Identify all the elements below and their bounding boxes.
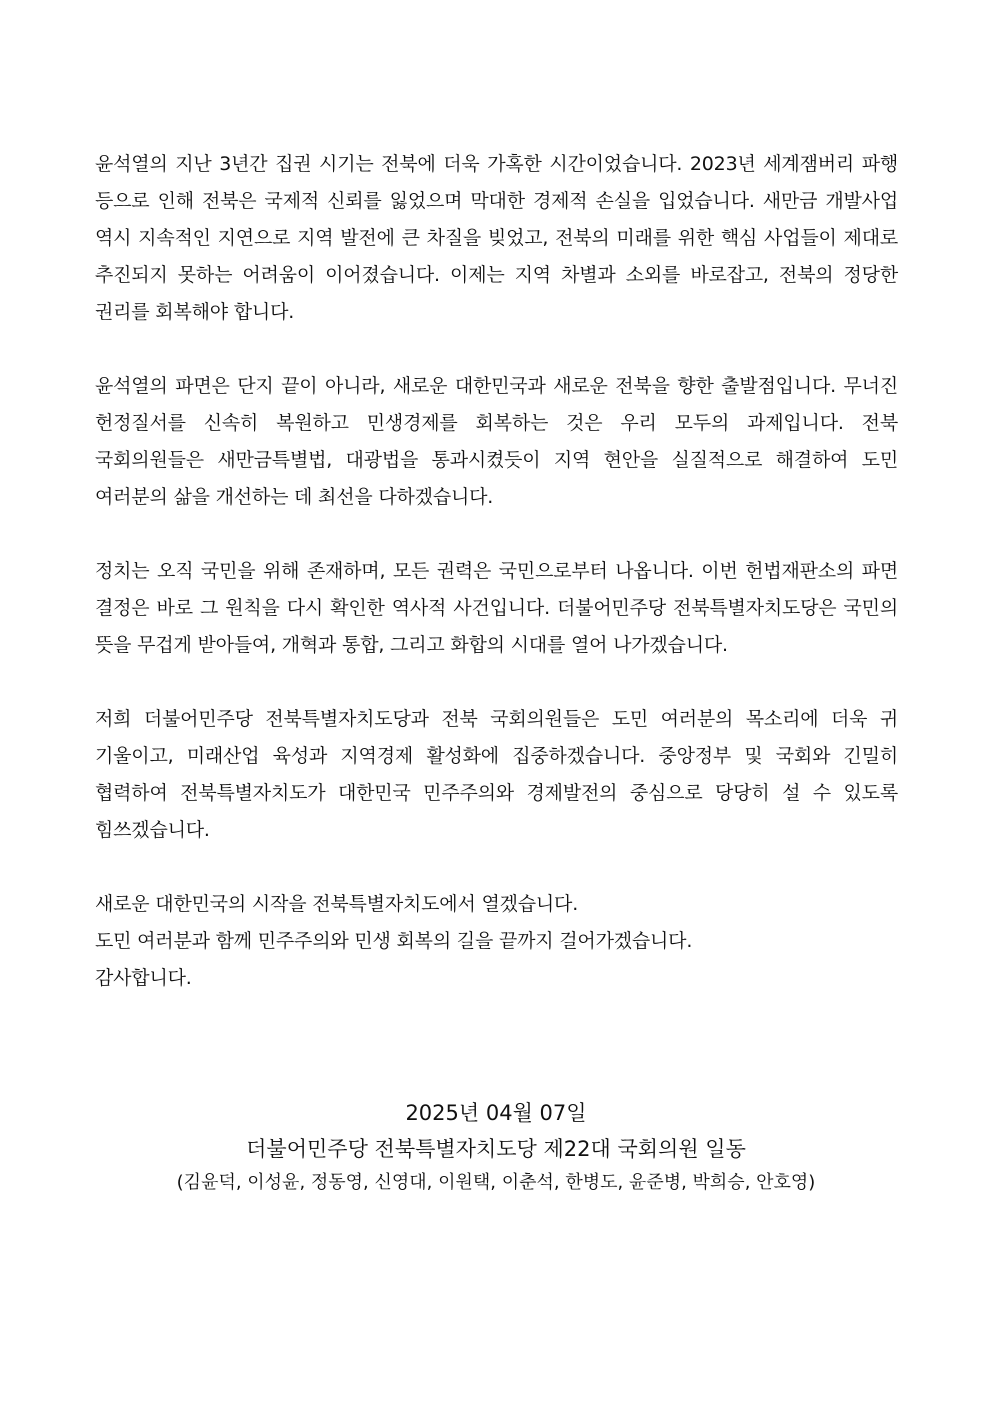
signature-members: (김윤덕, 이성윤, 정동영, 신영대, 이원택, 이춘석, 한병도, 윤준병, 박희승, 안호영) <box>176 1172 816 1193</box>
closing-block <box>95 886 898 997</box>
paragraph-4: 저희 더불어민주당 전북특별자치도당과 전북 국회의원들은 도민 여러분의 목소리에 더욱 귀 기울이고, 미래산업 육성과 지역경제 활성화에 집중하겠습니다. 중앙정부 및 국회와 긴밀히 협력하여 전북특별자치도가 대한민국 민주주의와 경제발전의 중심으로 당당히 설 수 있도록 힘쓰겠습니다. <box>95 708 898 841</box>
signature-organization: 더불어민주당 전북특별자치도당 제22대 국회의원 일동 <box>246 1137 746 1161</box>
paragraph-1: 윤석열의 지난 3년간 집권 시기는 전북에 더욱 가혹한 시간이었습니다. 2023년 세계잼버리 파행 등으로 인해 전북은 국제적 신뢰를 잃었으며 막대한 경제적 손실을 입었습니다. 새만금 개발사업 역시 지속적인 지연으로 지역 발전에 큰 차질을 빚었고, 전북의 미래를 위한 핵심 사업들이 제대로 추진되지 못하는 어려움이 이어졌습니다. 이제는 지역 차별과 소외를 바로잡고, 전북의 정당한 권리를 회복해야 합니다. <box>95 153 898 323</box>
signature-date: 2025년 04월 07일 <box>405 1101 587 1125</box>
statement-body <box>95 146 898 997</box>
closing-line-3: 감사합니다. <box>95 967 192 989</box>
paragraph-2: 윤석열의 파면은 단지 끝이 아니라, 새로운 대한민국과 새로운 전북을 향한 출발점입니다. 무너진 헌정질서를 신속히 복원하고 민생경제를 회복하는 것은 우리 모두의 과제입니다. 전북 국회의원들은 새만금특별법, 대광법을 통과시켰듯이 지역 현안을 실질적으로 해결하여 도민 여러분의 삶을 개선하는 데 최선을 다하겠습니다. <box>95 375 898 508</box>
paragraph-3: 정치는 오직 국민을 위해 존재하며, 모든 권력은 국민으로부터 나옵니다. 이번 헌법재판소의 파면 결정은 바로 그 원칙을 다시 확인한 역사적 사건입니다. 더불어민주당 전북특별자치도당은 국민의 뜻을 무겁게 받아들여, 개혁과 통합, 그리고 화합의 시대를 열어 나가겠습니다. <box>95 560 898 656</box>
closing-line-1: 새로운 대한민국의 시작을 전북특별자치도에서 열겠습니다. <box>95 893 579 915</box>
signature-block <box>0 1095 992 1199</box>
closing-line-2: 도민 여러분과 함께 민주주의와 민생 회복의 길을 끝까지 걸어가겠습니다. <box>95 930 693 952</box>
